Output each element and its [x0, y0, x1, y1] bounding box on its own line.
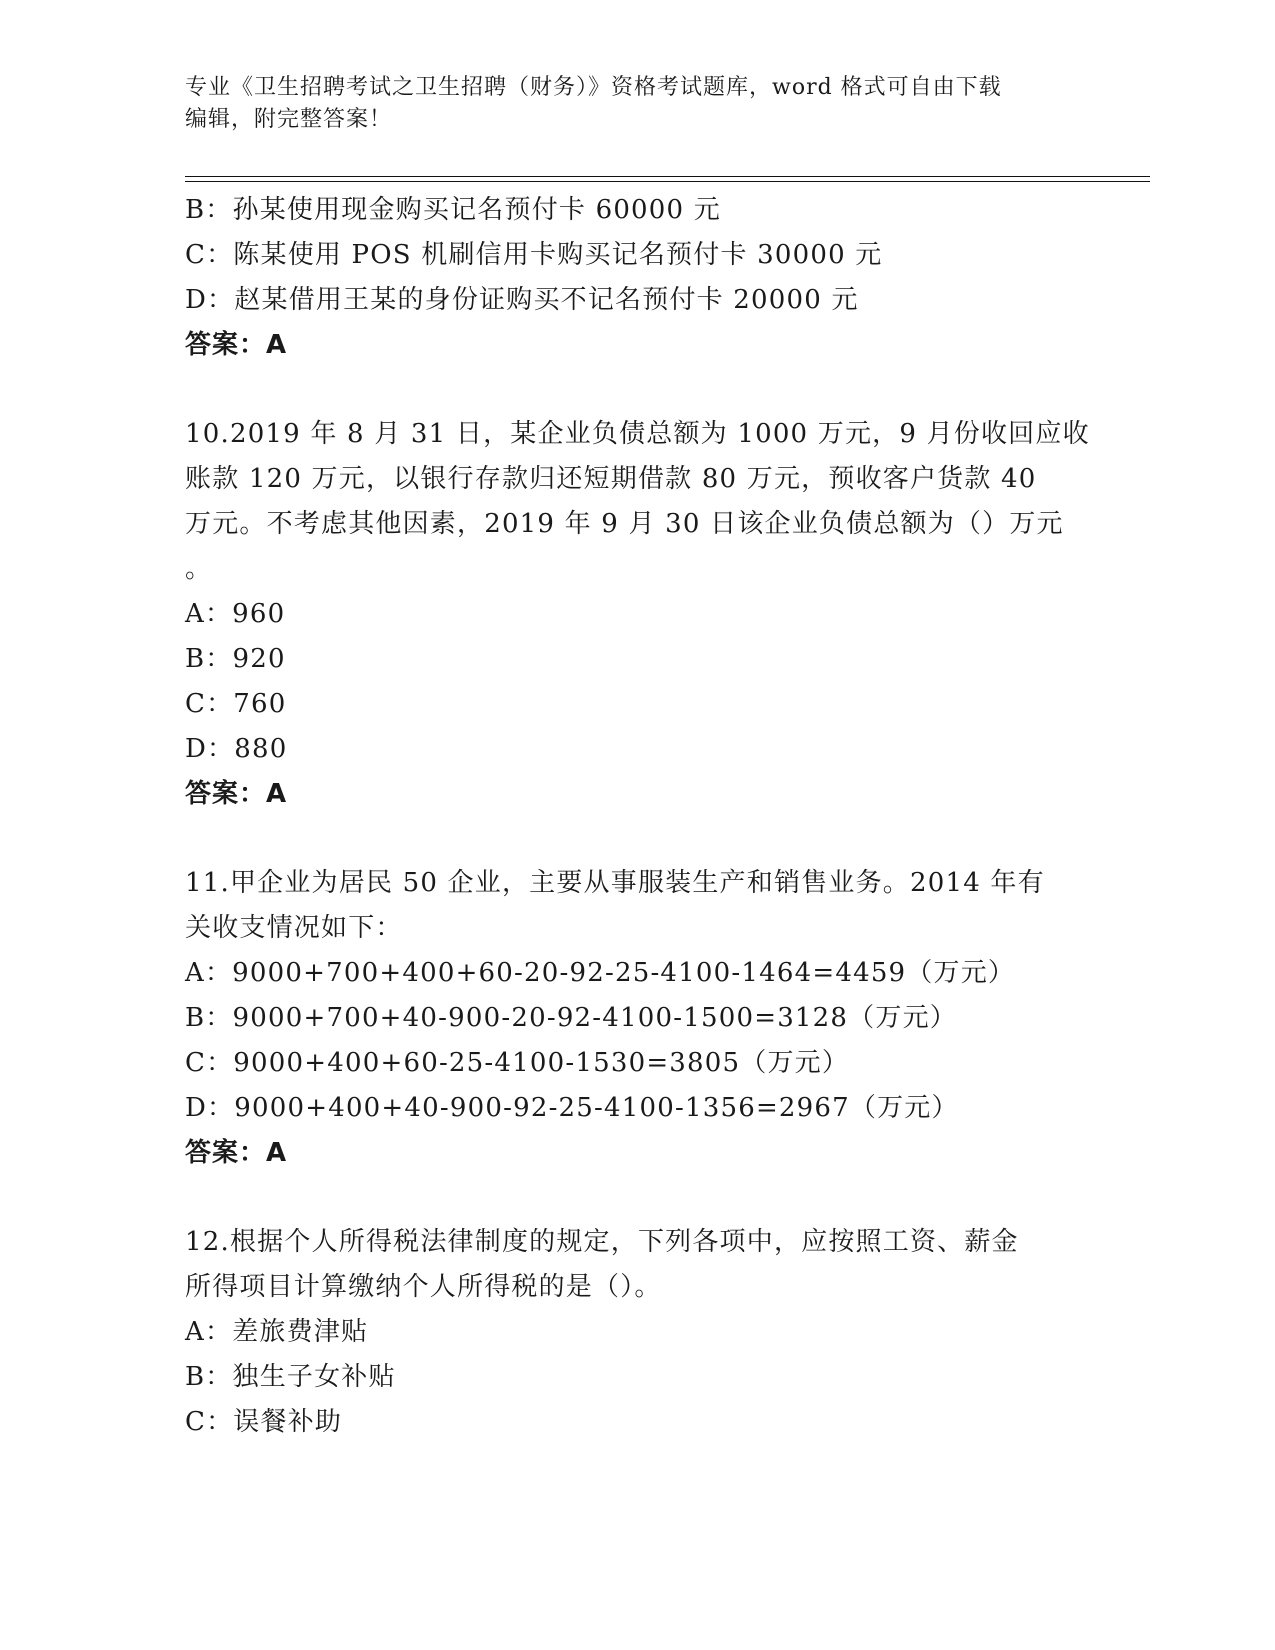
option-c: C：误餐补助 [185, 1407, 343, 1437]
option-b: B：孙某使用现金购买记名预付卡 60000 元 [185, 195, 721, 225]
option-a: A：差旅费津贴 [185, 1317, 369, 1347]
option-b: B：9000+700+40-900-20-92-4100-1500=3128（万元） [185, 1003, 957, 1033]
question-stem [185, 861, 1085, 951]
option-d: D：赵某借用王某的身份证购买不记名预付卡 20000 元 [185, 285, 859, 315]
answer-line: 答案：A [185, 779, 288, 809]
stem-line: 关收支情况如下： [185, 913, 403, 943]
option-a: A：9000+700+400+60-20-92-25-4100-1464=4459（万元） [185, 958, 1016, 988]
question-stem [185, 1220, 1085, 1310]
option-c: C：760 [185, 689, 287, 719]
question-spacer [185, 368, 1085, 412]
question-12 [185, 1220, 1085, 1445]
stem-line: 账款 120 万元，以银行存款归还短期借款 80 万元，预收客户货款 40 [185, 464, 1037, 494]
question-spacer [185, 817, 1085, 861]
option-d: D：880 [185, 734, 288, 764]
option-c: C：9000+400+60-25-4100-1530=3805（万元） [185, 1048, 850, 1078]
option-d: D：9000+400+40-900-92-25-4100-1356=2967（万元） [185, 1093, 959, 1123]
answer-line: 答案：A [185, 1138, 288, 1168]
question-10 [185, 412, 1090, 817]
option-b: B：独生子女补贴 [185, 1362, 396, 1392]
question-list [185, 188, 1090, 1445]
option-a: A：960 [185, 599, 286, 629]
stem-line: 万元。不考虑其他因素，2019 年 9 月 30 日该企业负债总额为（）万元 [185, 509, 1064, 539]
option-b: B：920 [185, 644, 286, 674]
answer-line: 答案：A [185, 330, 288, 360]
question-9 [185, 188, 1085, 368]
stem-line: 11.甲企业为居民 50 企业，主要从事服装生产和销售业务。2014 年有 [185, 868, 1045, 898]
header-divider-bottom [185, 181, 1150, 182]
question-11 [185, 861, 1085, 1176]
stem-line: 。 [185, 554, 213, 584]
header-divider-top [185, 176, 1150, 177]
header-line-1: 专业《卫生招聘考试之卫生招聘（财务）》资格考试题库，word 格式可自由下载 [185, 75, 1002, 100]
option-c: C：陈某使用 POS 机刷信用卡购买记名预付卡 30000 元 [185, 240, 883, 270]
header-line-2: 编辑，附完整答案！ [185, 107, 393, 132]
stem-line: 10.2019 年 8 月 31 日，某企业负债总额为 1000 万元，9 月份收回应收 [185, 419, 1090, 449]
stem-line: 所得项目计算缴纳个人所得税的是（）。 [185, 1272, 662, 1302]
stem-line: 12.根据个人所得税法律制度的规定，下列各项中，应按照工资、薪金 [185, 1227, 1019, 1257]
document-header [185, 72, 1065, 136]
question-spacer [185, 1176, 1085, 1220]
question-stem [185, 412, 1090, 592]
